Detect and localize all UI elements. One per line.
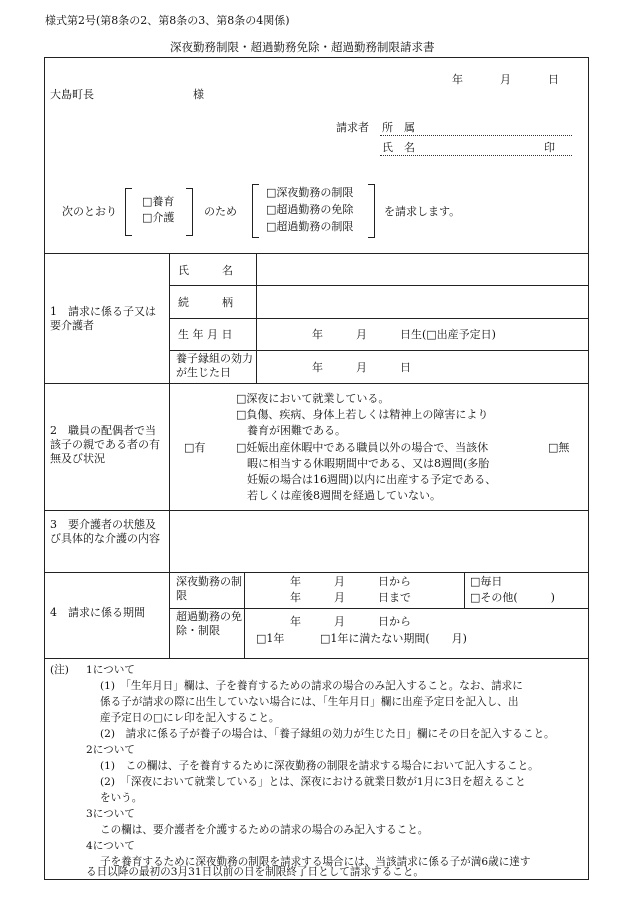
overtime-1yr-option: □1年: [256, 632, 285, 645]
for-label: のため: [204, 205, 237, 218]
reason-bracket-right: [186, 188, 193, 236]
row-divider: [44, 383, 589, 384]
request-option-night: □深夜勤務の制限: [266, 186, 354, 199]
spouse-condition-3: 養育が困難である。: [236, 424, 346, 437]
section1-label: 1 請求に係る子又は要介護者: [50, 305, 156, 332]
affiliation-label: 所 属: [382, 121, 415, 134]
row-divider: [169, 318, 589, 319]
request-option-limit: □超過勤務の制限: [266, 220, 354, 233]
request-bracket-right: [368, 184, 375, 238]
reason-option-rearing: □養育: [142, 195, 175, 208]
name-label: 氏 名: [382, 141, 415, 154]
section3-label: 3 要介護者の状態及び具体的な介護の内容: [50, 518, 160, 545]
section2-label: 2 職員の配偶者で当該子の親である者の有無及び状況: [50, 424, 160, 465]
column-divider: [169, 253, 170, 658]
note-line: (2) 請求に係る子が養子の場合は、「養子縁組の効力が生じた日」欄にその日を記入すること。: [100, 728, 555, 740]
night-other-option: □その他( ): [470, 591, 555, 604]
row-divider: [44, 658, 589, 659]
row-divider: [169, 608, 589, 609]
reason-bracket-left: [125, 188, 132, 236]
affiliation-line: [380, 135, 572, 136]
note-line: 子を養育するために深夜勤務の制限を請求する場合には、当該請求に係る子が満6歳に達す: [100, 856, 531, 868]
note-heading-3: 3について: [86, 808, 135, 820]
spouse-condition-5: 暇に相当する休暇期間中である、又は8週間(多胎: [236, 457, 490, 470]
row-divider: [44, 510, 589, 511]
reason-option-care: □介護: [142, 211, 175, 224]
adoption-date-label: 養子縁組の効力が生じた日: [176, 352, 253, 379]
note-heading-2: 2について: [86, 744, 135, 756]
note-heading-4: 4について: [86, 840, 135, 852]
following-prefix: 次のとおり: [62, 205, 117, 218]
form-title: 深夜勤務制限・超過勤務免除・超過勤務制限請求書: [170, 40, 435, 54]
overtime-less-option: □1年に満たない期間( 月): [320, 632, 467, 645]
addressee: 大島町長: [50, 88, 94, 101]
spouse-no-option: □無: [548, 441, 570, 454]
form-number: 様式第2号(第8条の2、第8条の3、第8条の4関係): [45, 14, 290, 27]
date-month: 月: [500, 73, 511, 86]
note-heading-1: 1について: [86, 664, 135, 676]
birth-date-label: 生 年 月 日: [178, 328, 233, 341]
section4-subdivider: [464, 572, 465, 608]
requester-label: 請求者: [336, 121, 369, 134]
spouse-condition-1: □深夜において就業している。: [236, 392, 390, 405]
note-line: (1) 「生年月日」欄は、子を養育するための請求の場合のみ記入すること。なお、請求に: [100, 680, 523, 692]
row-divider: [44, 253, 589, 254]
spouse-condition-7: 若しくは産後8週間を経過していない。: [236, 489, 441, 502]
spouse-yes-option: □有: [184, 441, 206, 454]
spouse-condition-4: □妊娠出産休暇中である職員以外の場合で、当該休: [236, 441, 489, 454]
spouse-condition-2: □負傷、疾病、身体上若しくは精神上の障害により: [236, 408, 489, 421]
note-line: この欄は、要介護者を介護するための請求の場合のみ記入すること。: [100, 824, 429, 836]
name-line: [380, 155, 572, 156]
date-day: 日: [548, 73, 559, 86]
request-bracket-left: [252, 184, 259, 238]
row-divider: [44, 572, 589, 573]
child-name-label: 氏 名: [178, 264, 233, 277]
note-line: 産予定日の□にレ印を記入すること。: [100, 712, 280, 724]
overtime-from: 年 月 日から: [290, 615, 411, 628]
note-line: 係る子が請求の際に出生していない場合には、「生年月日」欄に出産予定日を記入し、出: [100, 696, 519, 708]
night-to: 年 月 日まで: [290, 591, 411, 604]
honorific: 様: [193, 88, 204, 101]
note-line: (2) 「深夜において就業している」とは、深夜における就業日数が1月に3日を超えること: [100, 776, 526, 788]
notes-prefix: (注): [50, 664, 69, 676]
note-line: る日以降の最初の3月31日以前の日を制限終了日として請求すること。: [86, 866, 425, 878]
spouse-condition-6: 妊娠の場合は16週間)以内に出産する予定である、: [236, 473, 497, 486]
night-limit-label: 深夜勤務の制限: [176, 575, 242, 602]
overtime-label: 超過勤務の免除・制限: [176, 610, 242, 637]
section4-subdivider: [244, 572, 245, 658]
note-line: (1) この欄は、子を養育するために深夜勤務の制限を請求する場合において記入すること。: [100, 760, 539, 772]
request-suffix: を請求します。: [384, 205, 461, 218]
seal-mark: 印: [544, 141, 555, 154]
night-daily-option: □毎日: [470, 575, 503, 588]
adoption-date-value: 年 月 日: [312, 361, 411, 374]
note-line: をいう。: [100, 792, 143, 804]
night-from: 年 月 日から: [290, 575, 411, 588]
section4-label: 4 請求に係る期間: [50, 606, 145, 619]
row-divider: [169, 285, 589, 286]
row-divider: [169, 350, 589, 351]
child-relation-label: 続 柄: [178, 296, 233, 309]
birth-date-value: 年 月 日生(□出産予定日): [312, 328, 496, 341]
date-year: 年: [452, 73, 463, 86]
request-option-exempt: □超過勤務の免除: [266, 203, 354, 216]
